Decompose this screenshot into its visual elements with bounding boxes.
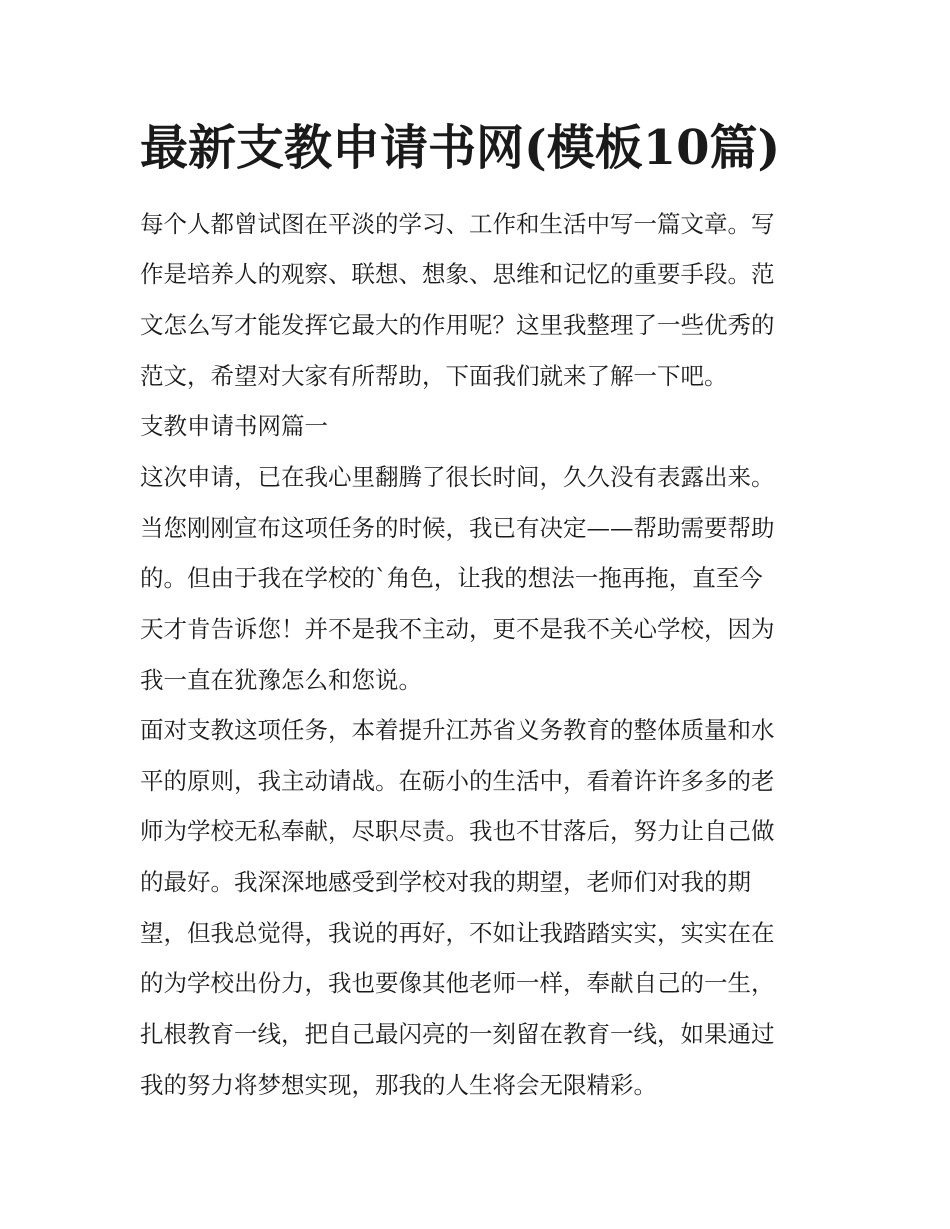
intro-line-4: 范文，希望对大家有所帮助，下面我们就来了解一下吧。 <box>140 362 728 390</box>
paragraph-line: 的为学校出份力，我也要像其他老师一样，奉献自己的一生， <box>140 969 775 997</box>
paragraph-line: 的。但由于我在学校的`角色，让我的想法一拖再拖，直至今 <box>140 564 763 592</box>
section-heading: 支教申请书网篇一 <box>140 412 328 440</box>
paragraph-line: 望，但我总觉得，我说的再好，不如让我踏踏实实，实实在在 <box>140 919 775 947</box>
paragraph-line: 当您刚刚宣布这项任务的时候，我已有决定——帮助需要帮助 <box>140 514 775 542</box>
document-title: 最新支教申请书网(模板10篇) <box>140 120 781 176</box>
paragraph-line: 的最好。我深深地感受到学校对我的期望，老师们对我的期 <box>140 868 751 896</box>
intro-line-3: 文怎么写才能发挥它最大的作用呢？这里我整理了一些优秀的 <box>140 311 775 339</box>
intro-line-2: 作是培养人的观察、联想、想象、思维和记忆的重要手段。范 <box>140 260 775 288</box>
intro-line-1: 每个人都曾试图在平淡的学习、工作和生活中写一篇文章。写 <box>140 210 775 238</box>
paragraph-line: 天才肯告诉您！并不是我不主动，更不是我不关心学校，因为 <box>140 615 775 643</box>
paragraph-line: 我的努力将梦想实现，那我的人生将会无限精彩。 <box>140 1071 657 1099</box>
paragraph-line: 师为学校无私奉献，尽职尽责。我也不甘落后，努力让自己做 <box>140 817 775 845</box>
paragraph-line: 面对支教这项任务，本着提升江苏省义务教育的整体质量和水 <box>140 716 775 744</box>
paragraph-line: 扎根教育一线，把自己最闪亮的一刻留在教育一线，如果通过 <box>140 1020 775 1048</box>
paragraph-line: 这次申请，已在我心里翻腾了很长时间，久久没有表露出来。 <box>140 463 775 491</box>
paragraph-line: 我一直在犹豫怎么和您说。 <box>140 666 422 694</box>
paragraph-line: 平的原则，我主动请战。在砺小的生活中，看着许许多多的老 <box>140 767 775 795</box>
